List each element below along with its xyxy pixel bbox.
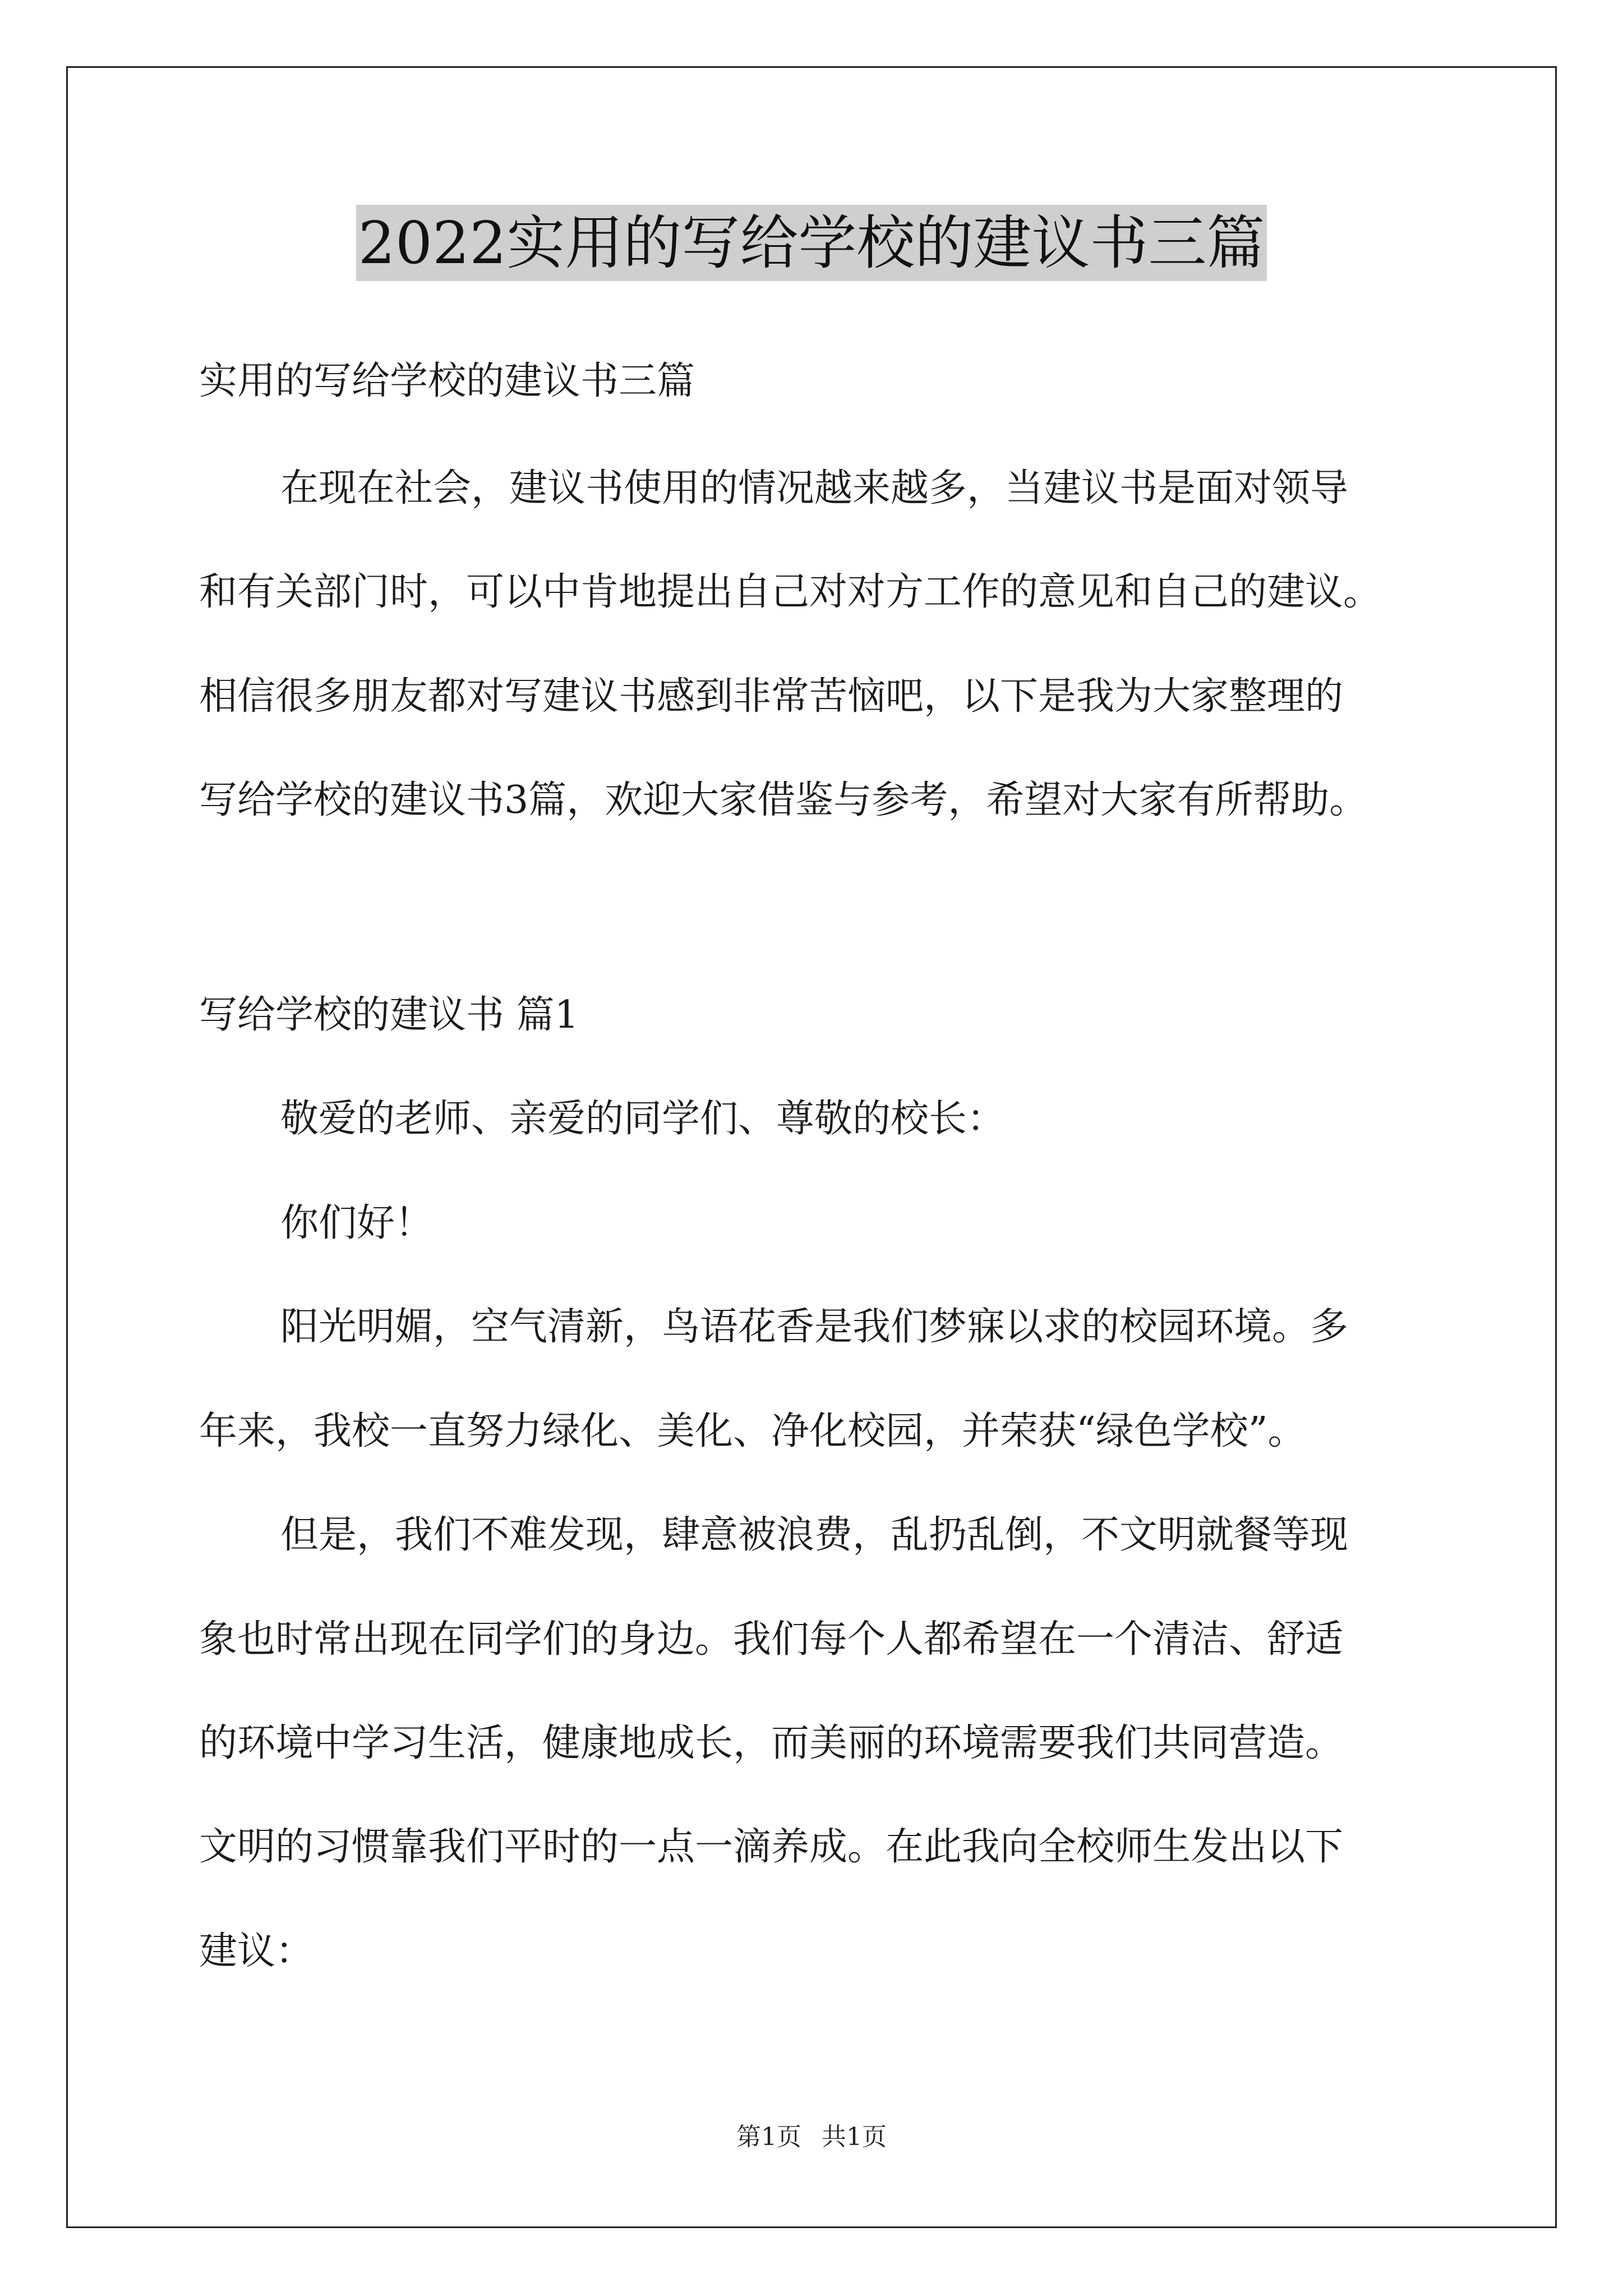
paragraph-2-line-2: 象也时常出现在同学们的身边。我们每个人都希望在一个清洁、舒适 (199, 1617, 1344, 1662)
paragraph-1-line-2: 年来，我校一直努力绿化、美化、净化校园，并荣获“绿色学校”。 (199, 1409, 1306, 1453)
paragraph-2-line-5: 建议： (199, 1929, 314, 1973)
salutation: 敬爱的老师、亲爱的同学们、尊敬的校长： (280, 1097, 1006, 1141)
intro-line-2: 和有关部门时，可以中肯地提出自己对对方工作的意见和自己的建议。 (199, 570, 1382, 614)
greeting: 你们好！ (280, 1201, 434, 1245)
intro-line-4: 写给学校的建议书3篇，欢迎大家借鉴与参考，希望对大家有所帮助。 (199, 778, 1368, 822)
document-subtitle: 实用的写给学校的建议书三篇 (199, 359, 695, 403)
intro-line-1: 在现在社会，建议书使用的情况越来越多，当建议书是面对领导 (280, 466, 1349, 510)
page-number: 第1页 (736, 2123, 801, 2151)
paragraph-2-line-4: 文明的习惯靠我们平时的一点一滴养成。在此我向全校师生发出以下 (199, 1825, 1344, 1869)
paragraph-2-line-3: 的环境中学习生活，健康地成长，而美丽的环境需要我们共同营造。 (199, 1721, 1344, 1765)
page-footer (0, 2120, 1623, 2154)
paragraph-1-line-1: 阳光明媚，空气清新，鸟语花香是我们梦寐以求的校园环境。多 (280, 1305, 1349, 1349)
intro-line-3: 相信很多朋友都对写建议书感到非常苦恼吧，以下是我为大家整理的 (199, 674, 1344, 719)
paragraph-2-line-1: 但是，我们不难发现，肆意被浪费，乱扔乱倒，不文明就餐等现 (280, 1513, 1349, 1557)
page-total: 共1页 (822, 2123, 887, 2151)
document-title: 2022实用的写给学校的建议书三篇 (356, 205, 1267, 281)
title-container (0, 205, 1623, 281)
section-heading: 写给学校的建议书 篇1 (199, 993, 579, 1037)
